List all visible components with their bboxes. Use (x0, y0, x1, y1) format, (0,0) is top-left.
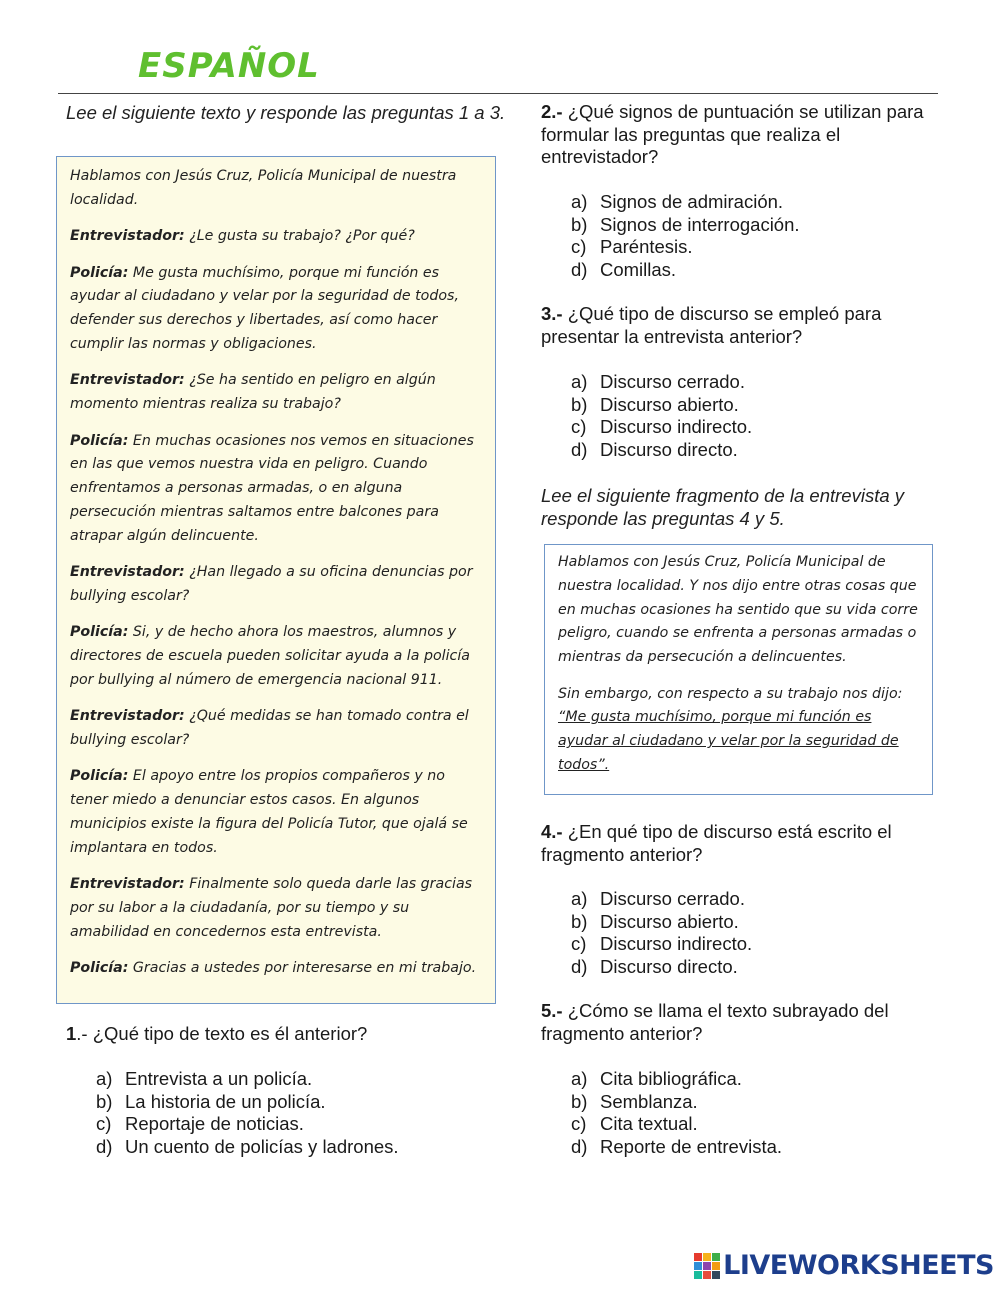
answer-option[interactable] (571, 439, 951, 462)
speaker-label: Policía: (70, 432, 129, 449)
option-text: Discurso directo. (600, 955, 738, 977)
option-letter: c) (96, 1113, 112, 1134)
option-letter: c) (571, 236, 587, 257)
option-letter: a) (571, 1068, 588, 1089)
speaker-text: Me gusta muchísimo, porque mi función es ayudar al ciudadano y velar por la seguridad de todos, defender sus derechos y libertades, así como hacer cumplir las normas y obligaciones. (70, 264, 459, 352)
option-letter: a) (571, 888, 588, 909)
question-3-options (571, 371, 951, 461)
answer-option[interactable] (571, 1068, 951, 1091)
instruction-1: Lee el siguiente texto y responde las preguntas 1 a 3. (66, 102, 506, 123)
answer-option[interactable] (571, 416, 951, 439)
question-5-text: ¿Cómo se llama el texto subrayado del fragmento anterior? (541, 1000, 889, 1044)
answer-option[interactable] (571, 371, 951, 394)
interview-turn (70, 957, 483, 981)
speaker-label: Entrevistador: (70, 708, 185, 725)
question-2-text: ¿Qué signos de puntuación se utilizan para formular las preguntas que realiza el entrevistador? (541, 101, 924, 167)
option-text: Discurso indirecto. (600, 416, 753, 437)
fragment-lead: Sin embargo, con respecto a su trabajo nos dijo: (558, 685, 903, 702)
answer-option[interactable] (571, 933, 951, 956)
answer-option[interactable] (571, 214, 951, 237)
logo-cube-cell (712, 1271, 720, 1279)
question-1 (66, 1023, 506, 1046)
interview-turn (70, 873, 483, 944)
option-letter: d) (571, 955, 588, 977)
option-text: Semblanza. (600, 1090, 698, 1112)
option-text: Discurso abierto. (600, 910, 739, 932)
option-letter: b) (96, 1090, 113, 1112)
header-divider (58, 93, 938, 94)
option-letter: a) (96, 1068, 113, 1089)
option-text: Discurso indirecto. (600, 933, 753, 954)
answer-option[interactable] (571, 191, 951, 214)
interview-turn (70, 262, 483, 357)
option-text: Comillas. (600, 258, 677, 280)
option-letter: c) (571, 1113, 587, 1134)
speaker-label: Policía: (70, 264, 129, 281)
option-text: Reportaje de noticias. (125, 1113, 304, 1134)
answer-option[interactable] (96, 1091, 516, 1114)
question-1-text: .- ¿Qué tipo de texto es él anterior? (76, 1023, 368, 1044)
answer-option[interactable] (571, 394, 951, 417)
question-1-number: 1 (66, 1023, 77, 1044)
option-letter: b) (571, 213, 588, 235)
logo-cube-cell (703, 1271, 711, 1279)
option-letter: c) (571, 933, 587, 954)
option-text: Discurso directo. (600, 438, 738, 460)
option-text: Discurso abierto. (600, 393, 739, 415)
speaker-text: El apoyo entre los propios compañeros y no tener miedo a denunciar estos casos. En algunos municipios existe la figura del Policía Tutor, que ojalá se implantara en todos. (70, 768, 468, 856)
question-4 (541, 821, 933, 866)
option-letter: b) (571, 910, 588, 932)
answer-option[interactable] (571, 236, 951, 259)
logo-cube-cell (712, 1253, 720, 1261)
instruction-2: Lee el siguiente fragmento de la entrevista y responde las preguntas 4 y 5. (541, 485, 905, 529)
option-text: Signos de admiración. (600, 191, 784, 212)
question-3-text: ¿Qué tipo de discurso se empleó para presentar la entrevista anterior? (541, 303, 882, 347)
logo-cube-cell (703, 1262, 711, 1270)
option-letter: b) (571, 393, 588, 415)
speaker-label: Policía: (70, 960, 129, 977)
speaker-label: Entrevistador: (70, 876, 185, 893)
option-letter: d) (571, 258, 588, 280)
answer-option[interactable] (571, 1091, 951, 1114)
interview-turn (70, 705, 483, 753)
option-text: Un cuento de policías y ladrones. (125, 1135, 399, 1157)
fragment-paragraph-1: Hablamos con Jesús Cruz, Policía Municipal de nuestra localidad. Y nos dijo entre otras cosas que en muchas ocasiones ha sentido que su vida corre peligro, cuando se enfrenta a personas armadas o mientras da persecución a delincuentes. (558, 554, 918, 666)
answer-option[interactable] (571, 888, 951, 911)
option-text: Reporte de entrevista. (600, 1135, 783, 1157)
question-2 (541, 101, 933, 169)
interview-turn (70, 225, 483, 249)
page-title: ESPAÑOL (138, 46, 320, 86)
speaker-label: Policía: (70, 624, 129, 641)
option-text: Paréntesis. (600, 236, 693, 257)
question-5-options (571, 1068, 951, 1158)
interview-turn (70, 621, 483, 692)
option-letter: c) (571, 416, 587, 437)
logo-cube-icon (694, 1253, 720, 1279)
speaker-text: ¿Han llegado a su oficina denuncias por bullying escolar? (70, 564, 473, 604)
answer-option[interactable] (96, 1068, 516, 1091)
answer-option[interactable] (571, 911, 951, 934)
interview-turn (70, 430, 483, 549)
interview-box (56, 156, 496, 1004)
option-text: Entrevista a un policía. (125, 1068, 313, 1089)
speaker-label: Entrevistador: (70, 372, 185, 389)
question-5-number: 5.- (541, 1000, 563, 1021)
answer-option[interactable] (571, 1136, 951, 1159)
logo-cube-cell (694, 1271, 702, 1279)
speaker-text: Si, y de hecho ahora los maestros, alumnos y directores de escuela pueden solicitar ayuda a la policía por bullying al número de emergencia nacional 911. (70, 624, 470, 688)
option-letter: b) (571, 1090, 588, 1112)
speaker-label: Entrevistador: (70, 564, 185, 581)
option-letter: d) (571, 438, 588, 460)
option-text: La historia de un policía. (125, 1090, 326, 1112)
speaker-text: En muchas ocasiones nos vemos en situaciones en las que vemos nuestra vida en peligro. Cuando enfrentamos a personas armadas, o en alguna persecución mientras saltamos entre balcones para atrapar algún delincuente. (70, 432, 474, 544)
fragment-paragraph-2 (558, 683, 920, 778)
speaker-text: Gracias a ustedes por interesarse en mi trabajo. (132, 960, 477, 977)
option-letter: d) (571, 1135, 588, 1157)
logo-cube-cell (712, 1262, 720, 1270)
fragment-box (544, 544, 933, 795)
option-text: Discurso cerrado. (600, 371, 745, 392)
speaker-text: ¿Le gusta su trabajo? ¿Por qué? (189, 228, 415, 245)
question-4-text: ¿En qué tipo de discurso está escrito el fragmento anterior? (541, 821, 892, 865)
option-text: Cita bibliográfica. (600, 1068, 742, 1089)
question-3 (541, 303, 933, 348)
answer-option[interactable] (96, 1136, 516, 1159)
interview-intro: Hablamos con Jesús Cruz, Policía Municipal de nuestra localidad. (70, 168, 457, 208)
liveworksheets-logo[interactable] (694, 1250, 994, 1281)
logo-cube-cell (694, 1262, 702, 1270)
answer-option[interactable] (96, 1113, 516, 1136)
speaker-text: ¿Qué medidas se han tomado contra el bullying escolar? (70, 708, 469, 749)
option-text: Signos de interrogación. (600, 213, 800, 235)
logo-text: LIVEWORKSHEETS (723, 1250, 994, 1281)
option-letter: a) (571, 191, 588, 212)
option-text: Cita textual. (600, 1113, 698, 1134)
question-3-number: 3.- (541, 303, 563, 324)
question-5 (541, 1000, 933, 1045)
question-2-number: 2.- (541, 101, 563, 122)
interview-turn (70, 369, 483, 417)
option-letter: d) (96, 1135, 113, 1157)
option-text: Discurso cerrado. (600, 888, 745, 909)
logo-cube-cell (694, 1253, 702, 1261)
speaker-label: Entrevistador: (70, 228, 185, 245)
answer-option[interactable] (571, 956, 951, 979)
question-4-number: 4.- (541, 821, 563, 842)
option-letter: a) (571, 371, 588, 392)
question-2-options (571, 191, 951, 281)
question-4-options (571, 888, 951, 978)
speaker-label: Policía: (70, 768, 129, 785)
speaker-text: Finalmente solo queda darle las gracias por su labor a la ciudadanía, por su tiempo y su amabilidad en concedernos esta entrevista. (70, 876, 473, 940)
fragment-quote-underlined: “Me gusta muchísimo, porque mi función es ayudar al ciudadano y velar por la seguridad de todos”. (558, 709, 899, 773)
speaker-text: ¿Se ha sentido en peligro en algún momento mientras realiza su trabajo? (70, 372, 436, 413)
question-1-options (96, 1068, 516, 1158)
logo-cube-cell (703, 1253, 711, 1261)
answer-option[interactable] (571, 259, 951, 282)
answer-option[interactable] (571, 1113, 951, 1136)
interview-turn (70, 561, 483, 609)
interview-turn (70, 765, 483, 860)
